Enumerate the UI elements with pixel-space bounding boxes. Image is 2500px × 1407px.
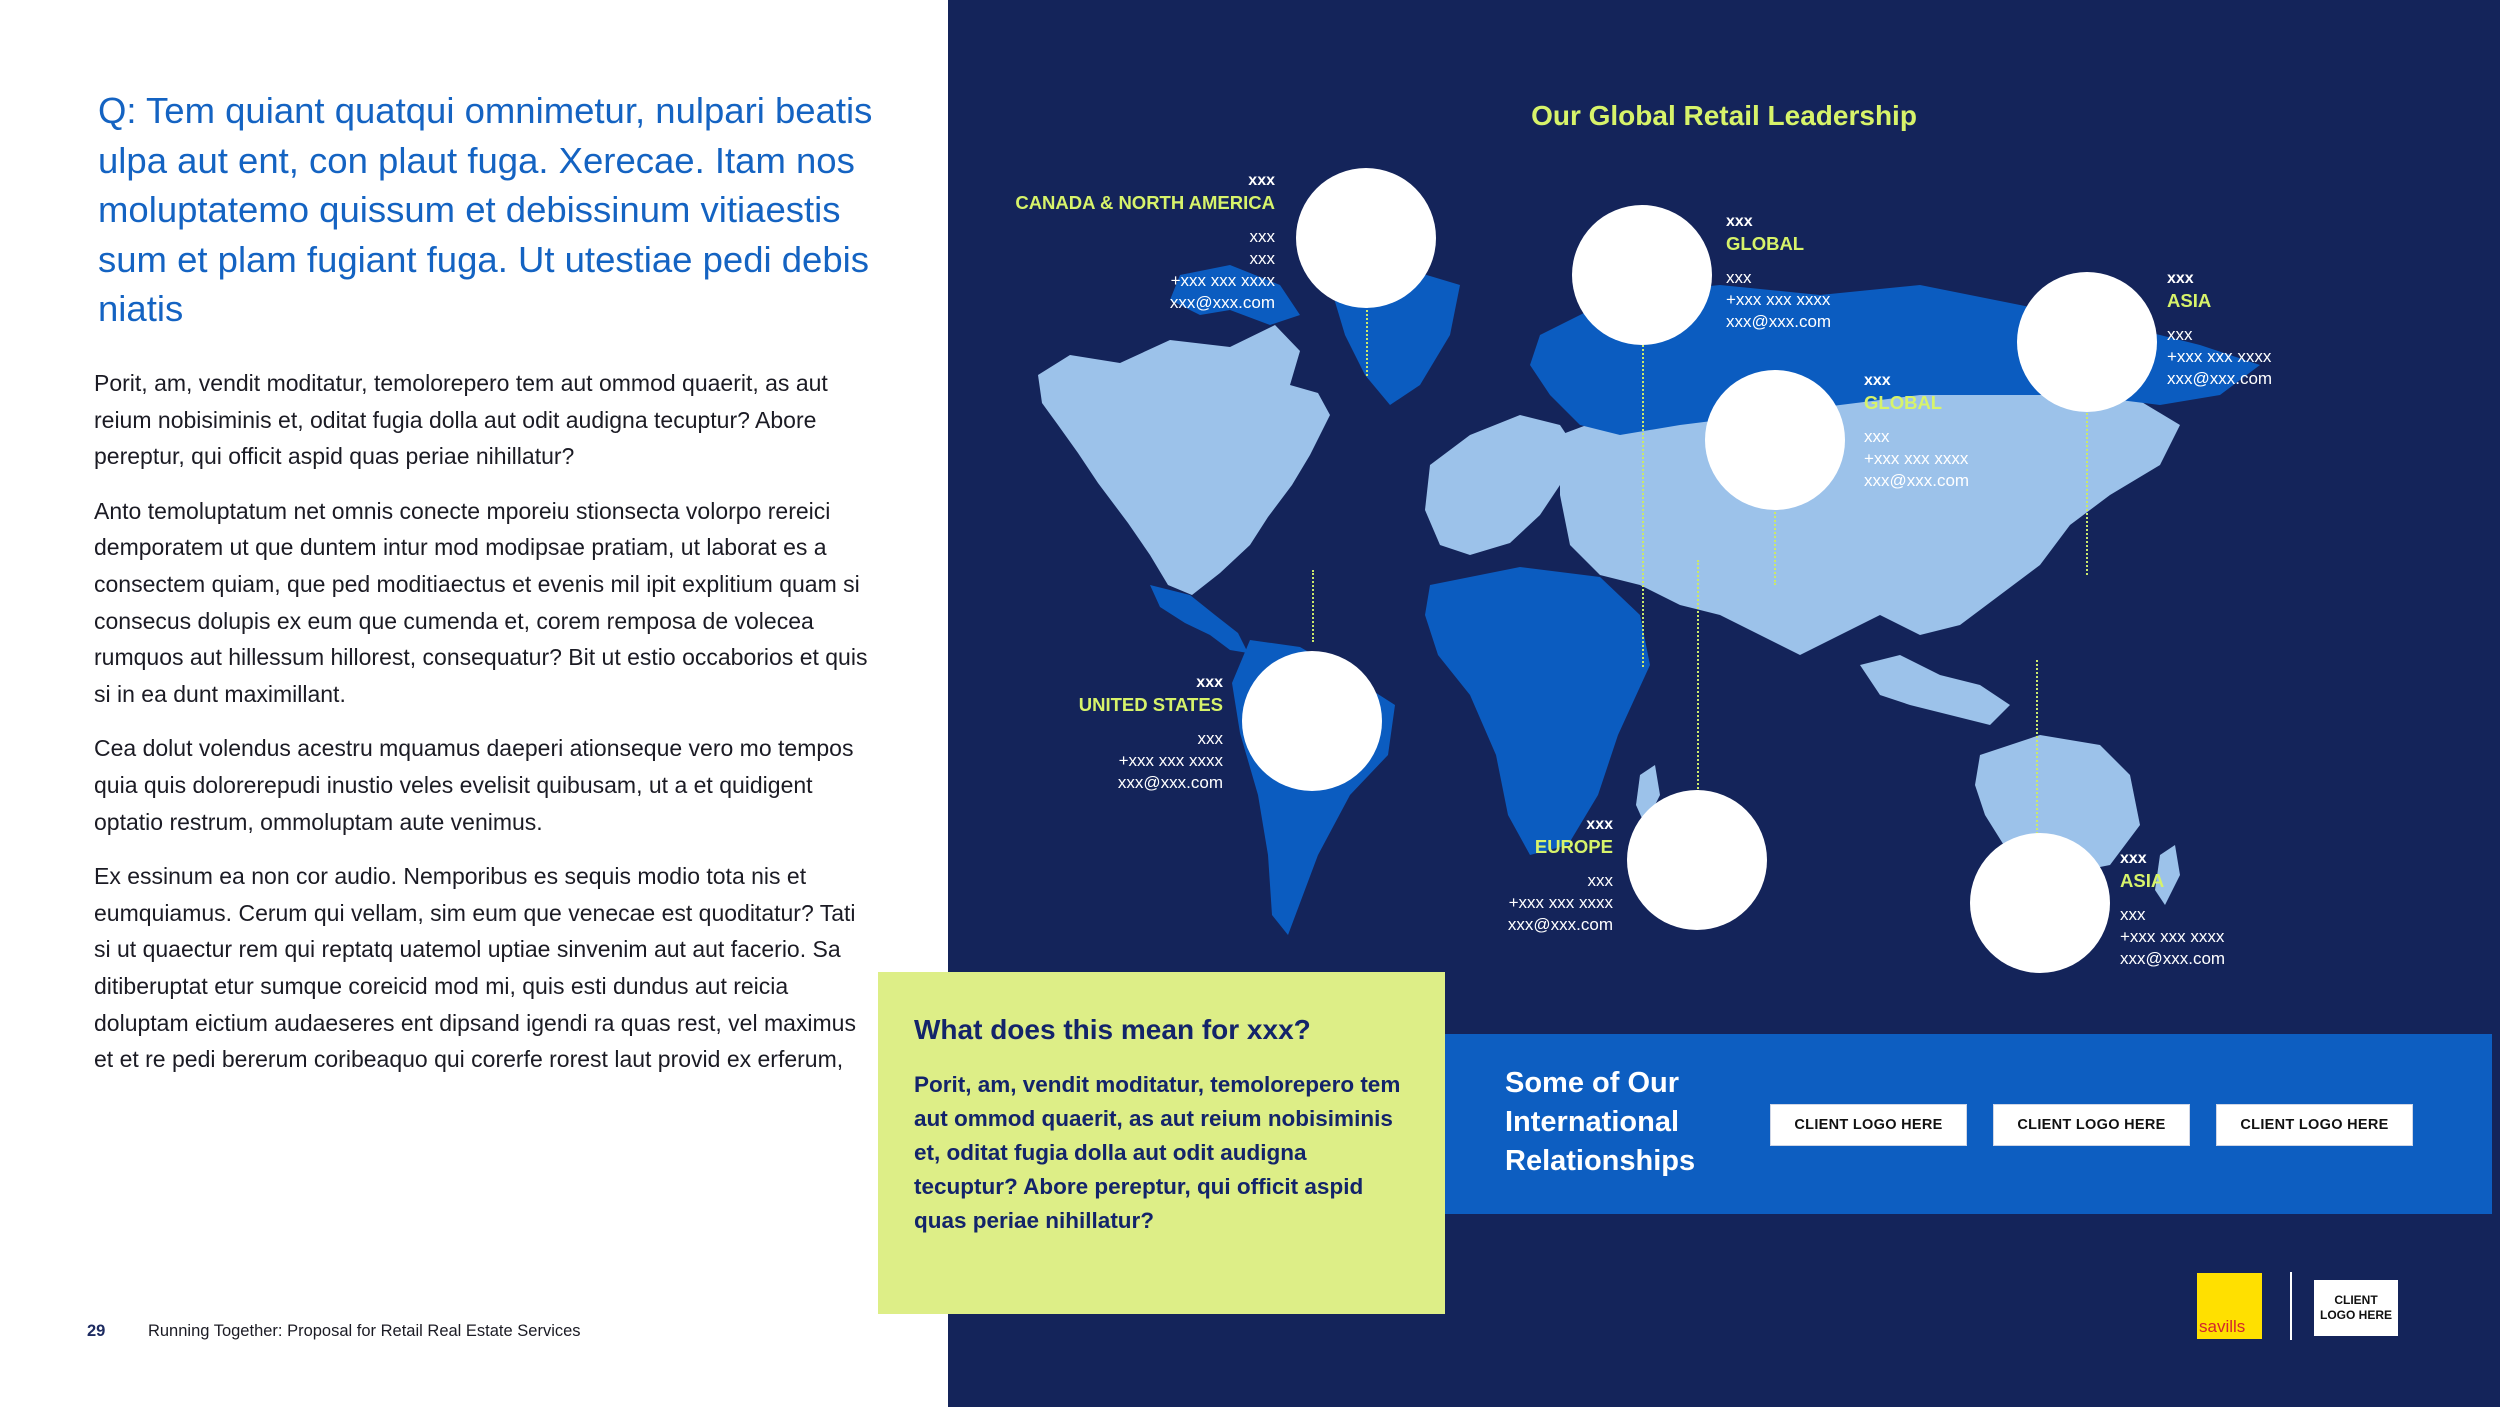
office-europe: xxx EUROPE xxx +xxx xxx xxxx xxx@xxx.com	[1507, 816, 1613, 934]
leader-line	[2086, 410, 2088, 575]
email: xxx@xxx.com	[1117, 773, 1223, 792]
client-logo-placeholder: CLIENT LOGO HERE	[1993, 1104, 2190, 1146]
se-asia-shape	[1860, 655, 2010, 725]
email: xxx@xxx.com	[2120, 949, 2226, 968]
email: xxx@xxx.com	[1864, 471, 1970, 490]
leader-line	[1642, 342, 1644, 667]
leader-line	[1312, 570, 1314, 642]
leader-line	[1697, 560, 1699, 792]
email: xxx@xxx.com	[2167, 369, 2273, 388]
map-title: Our Global Retail Leadership	[1531, 100, 1917, 131]
office-canada: xxx CANADA & NORTH AMERICA xxx xxx +xxx xxx xxxx xxx@xxx.com	[1015, 172, 1275, 312]
client-logo-placeholder: CLIENT LOGO HERE	[1770, 1104, 1967, 1146]
paragraph: Porit, am, vendit moditatur, temolorepero tem aut ommod quaerit, as aut reium nobisiminis et, oditat fugia dolla aut odit audigna tecuptur? Abore pereptur, qui officit aspid quas periae nihillatur?	[94, 370, 828, 470]
callout-title: What does this mean for xxx?	[914, 1014, 1311, 1045]
paragraph: Anto temoluptatum net omnis conecte mporeiu stionsecta volorpo rereici demporatem ut que duntem intur mod modipsae pratiam, ut laborat es a consectem quiam, que ped moditiaectus et evenis mil ipit explitium quam si consecus dolupis ex eum que cumenda et, corem remposa de volecea rumquos aut hillessum hillorest, consequatur? Bit ut estio occaborios et quis si in ea dunt maximillant.	[94, 497, 868, 707]
office-photo-circle	[1705, 370, 1845, 510]
office-photo-circle	[1627, 790, 1767, 930]
relationships-title: Some of Our International Relationships	[1505, 1067, 1696, 1177]
left-column	[0, 0, 948, 1407]
office-united-states: xxx UNITED STATES xxx +xxx xxx xxxx xxx@xxx.com	[1078, 674, 1223, 792]
office-photo-circle	[1296, 168, 1436, 308]
office-photo-circle	[1242, 651, 1382, 791]
callout-box	[878, 972, 1445, 1314]
page-number: 29	[87, 1322, 106, 1340]
relationships-band	[1445, 1034, 2492, 1214]
office-global-1: xxx GLOBAL xxx +xxx xxx xxxx xxx@xxx.com	[1726, 213, 1832, 331]
email: xxx@xxx.com	[1507, 915, 1613, 934]
leader-line	[2036, 660, 2038, 838]
north-america-shape	[1038, 325, 1330, 595]
europe-shape	[1425, 415, 1580, 555]
office-photo-circle	[1572, 205, 1712, 345]
paragraph: Ex essinum ea non cor audio. Nemporibus es sequis modio tota nis et eumquiamus. Cerum qui vellam, sim eum que venecae est quoditatur? Tati si ut quaectur rem qui reptatq uatemol uptiae sinvenim aut aut facerio. Sa ditiberuptat etur sumque coreicid mod mi, quis esti dundus aut reicia doluptam eictium audaeseres ent dipsand igendi ra quas rest, vel maximus et et re pedi bererum coribeaquo qui corerfe rorest laut provid ex erferum,	[94, 863, 856, 1073]
page-footer	[87, 1322, 581, 1341]
question-heading: Q: Tem quiant quatqui omnimetur, nulpari beatis ulpa aut ent, con plaut fuga. Xerecae. Itam nos moluptatemo quissum et debissinum vitiaestis sum et plam fugiant fuga. Ut utestiae pedi debis niatis	[98, 90, 873, 329]
body-text	[94, 365, 874, 1096]
office-asia-2: xxx ASIA xxx +xxx xxx xxxx xxx@xxx.com	[2120, 850, 2226, 968]
callout-body: Porit, am, vendit moditatur, temolorepero tem aut ommod quaerit, as aut reium nobisiminis et, oditat fugia dolla aut odit audigna tecuptur? Abore pereptur, qui officit aspid quas periae nihillatur?	[914, 1072, 1401, 1233]
savills-logo: savills	[2197, 1273, 2262, 1339]
leader-line	[1774, 505, 1776, 585]
client-logo-placeholder: CLIENT LOGO HERE	[2216, 1104, 2413, 1146]
office-global-2: xxx GLOBAL xxx +xxx xxx xxxx xxx@xxx.com	[1864, 372, 1970, 490]
office-photo-circle	[1970, 833, 2110, 973]
document-title: Running Together: Proposal for Retail Real Estate Services	[147, 1322, 581, 1340]
email: xxx@xxx.com	[1726, 312, 1832, 331]
office-photo-circle	[2017, 272, 2157, 412]
client-logo: CLIENT LOGO HERE	[2314, 1280, 2398, 1336]
africa-shape	[1425, 567, 1650, 855]
paragraph: Cea dolut volendus acestru mquamus daeperi ationseque vero mo tempos quia quis dolorerepudi inustio veles evelisit quibusam, ut a et quidigent optatio restrum, ommoluptam aute venimus.	[94, 735, 854, 835]
leader-line	[1366, 306, 1368, 376]
logo-divider	[2290, 1272, 2292, 1340]
office-asia-1: xxx ASIA xxx +xxx xxx xxxx xxx@xxx.com	[2167, 270, 2273, 388]
central-america-shape	[1150, 585, 1248, 653]
email: xxx@xxx.com	[1169, 293, 1275, 312]
